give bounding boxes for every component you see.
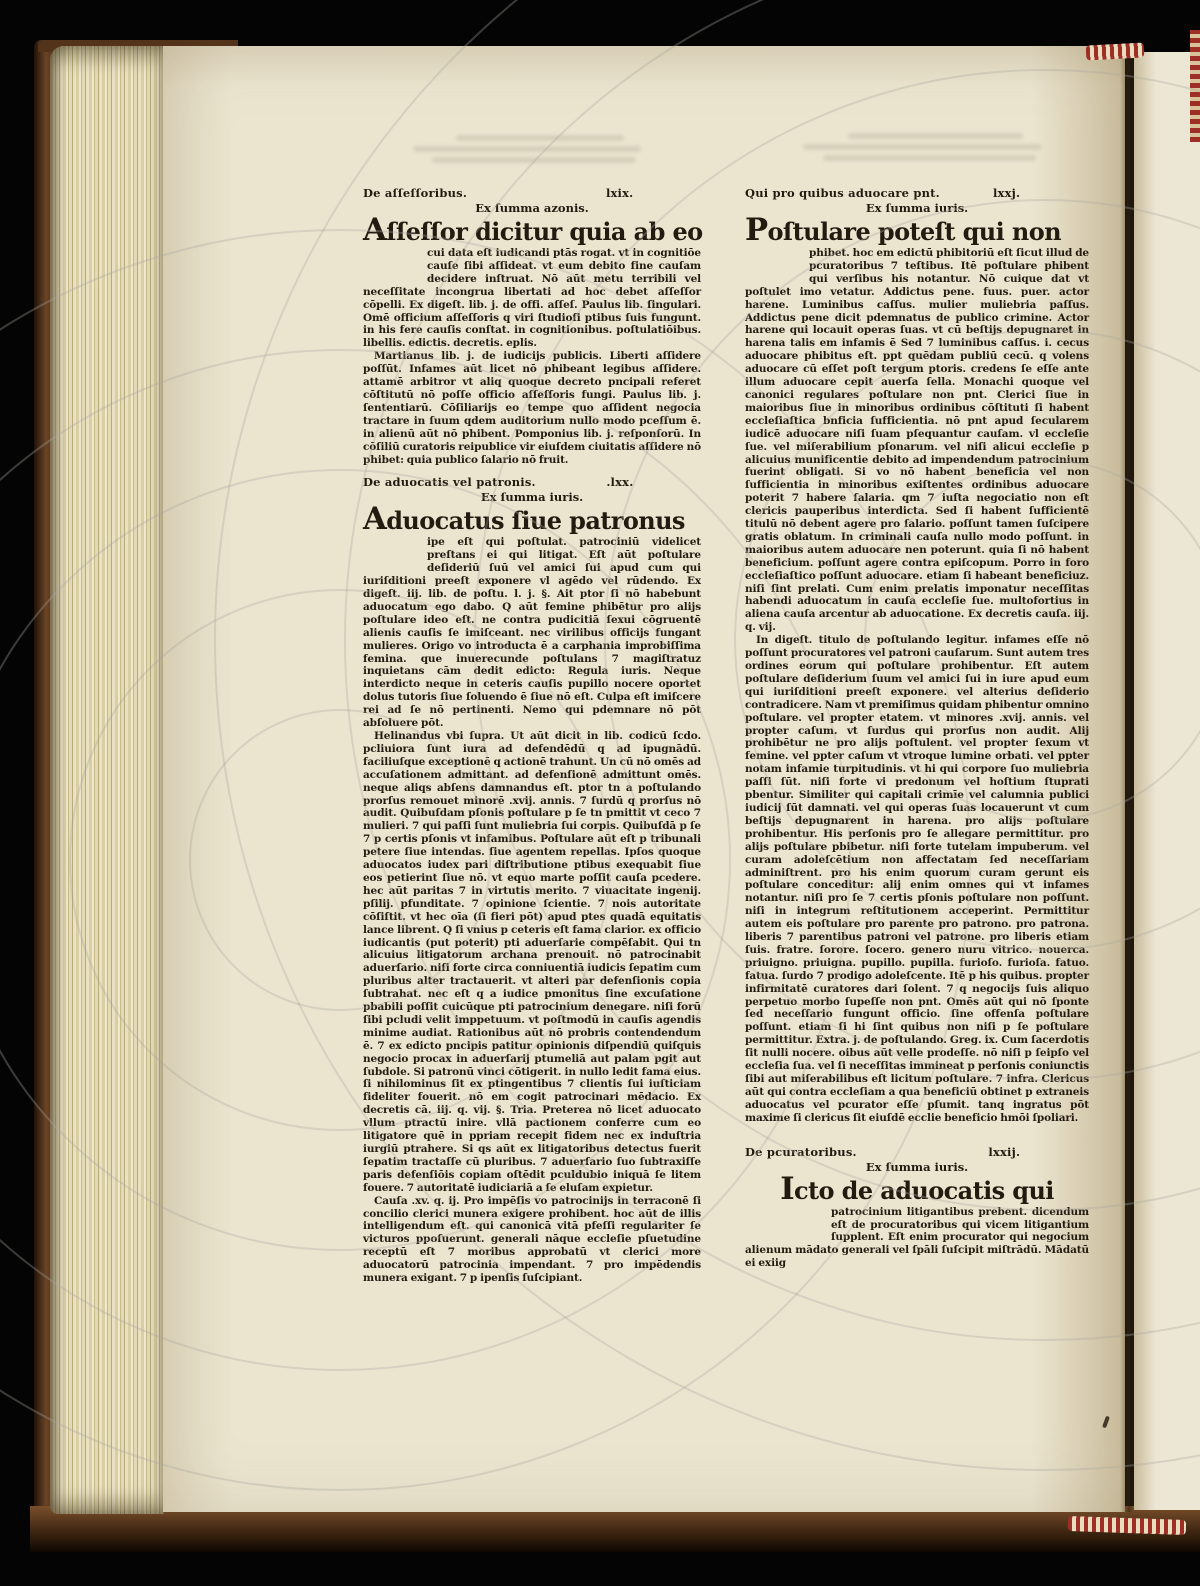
text-column-left: [363, 186, 701, 1285]
body-paragraph: Cauſa .xv. q. ij. Pro impēſis vo patrocinijs in terraconē ſi concilio clerici munera exigere prohibent. hoc aūt de illis intelligendum eſt. qui canonicā vitā pfeſſi regulariter ſe victuros ppoſuerunt. generali nāque eccleſie pſuetudine receptū eſt 7 moribus approbatū vt clerici more aduocatorū patrocinia impendant. 7 pro impēdendis munera exigant. 7 p ipenſis ſuſcipiant.: [363, 1194, 701, 1285]
folio-number: lxxj.: [992, 186, 1021, 200]
spine-edge-striped: [1190, 30, 1200, 142]
body-paragraph: phibet. hoc em edictū phibitoriū eſt ſicut illud de pcuratoribus 7 teſtibus. Itē poſtulare phibent qui verſibus his notantur. Nō cuique dat vt poſtulet imo vetatur. Addictus pene. fuus. puer. actor harene. Luminibus caſſus. mulier muliebria paſſus. Addictus pene dicit pdemnatus de publico crimine. Actor harene qui locauit operas ſuas. vt cū beſtijs depugnaret in harena talis em infamis ē Sed 7 luminibus caſſus. i. cecus aduocare phibitus eſt. ppt quēdam publiū cecū. q volens aduocare cū eſſet poſt tergum ptoris. credens ſe eſſe ante illum aduocare cepit auerſa ſella. Monachi quoque vel canonici regulares poſtulare non pnt. Clerici ſiue in maioribus ſiue in minoribus ordinibus cōſtituti ſi habent eccleſiaſtica bnficia ſufficientia. nō pnt apud ſecularem iudicē aduocare niſi ſuam pſequantur cauſam. vl eccleſie ſue. vel miſerabilium pſonarum. vel niſi alicui eccleſie p alicuius munificentie debito ad impendendum patrocinium fuerint obligati. Si vo nō habent beneficia vel non ſufficientia in minoribus exiſtentes ordinibus aduocare poterit 7 habere ſalaria. qm 7 iuſta negociatio non eſt clericis pauperibus interdicta. Sed ſi habent ſufficientē titulū nō debent agere pro ſalario. poſſunt tamen ſuſcipere gratis oblatum. In criminali cauſa nullo modo poſſunt. in maioribus autem aduocare nen poterunt. quia ſi nō habent beneficium. poſſunt agere contra epiſcopum. Porro in foro eccleſiaſtico poſſunt aduocare. etiam ſi habeant beneficiuz. niſi ſint prelati. Cum enim prelatis imponatur neceſſitas habendi aduocatum in cauſa eccleſie ſue. multofortius in aliena cauſa arcentur ab aduocatione. Ex decretis cauſa. iij. q. vij.: [745, 247, 1089, 634]
section-title: Qui pro quibus aduocare pnt.: [745, 186, 940, 200]
book-cover-bottom-edge: [30, 1506, 1200, 1552]
source-line: Ex ſumma iuris.: [480, 490, 584, 505]
running-header: [745, 186, 1089, 200]
section-title: De aduocatis vel patronis.: [363, 475, 536, 490]
source-line: Ex ſumma iuris.: [865, 201, 969, 215]
page-edges-stack: [50, 46, 164, 1514]
source-line: Ex ſumma iuris.: [865, 1159, 969, 1174]
book-page-verso: [163, 46, 1125, 1512]
body-paragraph: In digeſt. titulo de poſtulando legitur. infames eſſe nō poſſunt procuratores vel patroni cauſarum. Sunt autem tres ordines eorum qui poſtulare prohibentur. Eſt autem poſtulare deſiderium ſuum vel amici ſui in iure apud eum qui iuriſditioni preeſt exponere. vel alterius deſiderio contradicere. Nam vt premiſimus quidam phibentur omnino poſtulare. vel propter etatem. vt minores .xvij. annis. vel propter caſum. vt ſurdus qui prorſus non audit. Alij prohibētur ne pro alijs poſtulent. vel propter ſexum vt femine. vel ppter caſum vt vtroque lumine orbati. vel ppter notam infamie turpitudinis. vt hi qui corpore ſuo muliebria paſſi ſūt. niſi forte vi predonum vel hoſtium ſtuprati pbentur. Similiter qui capitali crimīe vel calumnia publici iudicij ſūt damnati. vel qui operas ſuas locauerunt vt cum beſtijs depugnarent in harena. pro alijs poſtulare prohibentur. His perſonis pro ſe allegare permittitur. pro alijs poſtulare pbibetur. niſi forte tutelam impuberum. vel curam adoleſcētium non affectatam ſed neceſſariam adminiſtrent. pro his enim quorum curam gerunt eis poſtulare conceditur: alij enim omnes qui vt infames notantur. niſi pro ſe 7 certis pſonis poſtulare non poſſunt. niſi in integrum reſtitutionem acceperint. Permittitur autem eis poſtulare pro parente pro patrono. pro patrona. liberis 7 parentibus patroni vel patrone. pro liberis etiam ſuis. fratre. ſorore. ſocero. genero nuru vitrico. nouerca. priuigno. priuigna. pupillo. pupilla. furioſo. furioſa. fatuo. fatua. ſurdo 7 prodigo adoleſcente. Itē p his quibus. propter infirmitatē curatores dari ſolent. 7 q negocijs ſuis aliquo perpetuo morbo ſupeſſe non pnt. Omēs aūt qui nō ſponte ſed neceſſario fungunt officio. ſine offenſa poſtulare poſſunt. etiam ſi hi ſint quibus non niſi p ſe poſtulare permittitur. Extra. j. de poſtulando. Greg. ix. Cum ſacerdotis ſit nulli nocere. oibus aūt velle prodeſſe. nō niſi p ſeipſo vel eccleſia ſua. vel ſi neceſſitas immineat p perſonis coniunctis ſibi aut miſerabilibus eſt licitum poſtulare. 7 infra. Clericus aūt qui contra eccleſiam a qua beneficiū obtinet p extraneis aduocatus vel pcurator eſſe pſumit. tanq ingratus pōt maxime ſi clericus ſit eiuſdē ecclie beneficio hmōi ſpoliari.: [745, 634, 1089, 1124]
headband-striped: [1086, 42, 1145, 60]
body-paragraph: cui data eſt iudicandi ptās rogat. vt in cognitiōe cauſe ſibi aſſideat. vt eum debito fine cauſam decidere inſtruat. Nō aūt metu terribili vel neceſſitate incongrua libertati ad hoc debet aſſeſſor cōpelli. Ex digeſt. lib. j. de offi. aſſeſ. Paulus lib. ſingulari. Omē officium aſſeſſoris q viri ſtudioſi ptibus ſuis fungunt. in his fere cauſis conſtat. in cognitionibus. poſtulatiōibus. libellis. edictis. decretis. eplis.: [363, 247, 701, 350]
chapter-heading: Icto de aduocatis qui: [780, 1170, 1054, 1207]
chapter-heading: Aduocatus ſiue patronus: [363, 501, 685, 538]
section: [745, 1145, 1089, 1271]
running-header: [363, 186, 701, 200]
running-header: [745, 1145, 1089, 1159]
folio-number: lxix.: [605, 186, 634, 200]
book-gutter-shadow: [1120, 46, 1134, 1512]
section: [363, 475, 701, 1285]
show-through-smudge: [413, 130, 653, 168]
body-paragraph: Helinandus vbi ſupra. Ut aūt dicit in lib. codicū ſcdo. pcliuiora ſunt iura ad defendēdū q ad ipugnādū. faciliuſque exceptionē q actionē trahunt. Un cū nō omēs ad accuſationem admittant. ad defenſionē admittunt omēs. neque aliqs abſens damnandus eſt. ptor tn a poſtulando prorſus remouet minorē .xvij. annis. 7 ſurdū q prorſus nō audit. Quibuſdam pſonis poſtulare p ſe tn pmittit vt ceco 7 mulieri. 7 qui paſſi ſunt muliebria ſui corpis. Quibuſdā p ſe 7 p certis pſonis vt infamibus. Poſtulare aūt eſt p tribunali petere ſiue intendas. ſiue agentem repellas. Ipſos quoque aduocatos iudex pari diſtributione ptibus exequabit ſiue eos petierint ſiue nō. vt equo marte poſſit cauſa pcedere. hec aūt paritas 7 in virtutis merito. 7 viuacitate ingenij. pſilij. pfunditate. 7 opinione ſcientie. 7 nois autoritate cōſiſtit. vt hec oīa (ſi fieri pōt) apud ptes quadā equitatis lance librent. Q ſi vnius p ceteris eſt fama clarior. ex officio iudicantis (put poterit) pti aduerſarie compēſabit. Qui tn alicuius litigatorum archana prenouit. nō patrocinabit aduerſario. niſi forte circa conniuentiā iudicis ſepatim cum pluribus alter tractauerit. vt alteri par defenſionis copia ſubtrahat. nec eſt q a iudice pmonitus ſine excuſatione pbabili poſſit cuicūque pti patrocinium denegare. niſi forū ſibi pcludi velit imppetuum. vt poſtmodū in cauſis agendis minime audiat. Rationibus aūt nō probris contendendum ē. 7 ex edicto pncipis patitur opinionis diſpendiū quiſquis negocio procax in aduerſarij ptumeliā aut palam pgit aut ſubdole. Si patronū vinci cōtigerit. in nullo ledit fama eius. ſi nihilominus ſit ex ptingentibus 7 clientis ſui iuſticiam fideliter fouerit. nō em cogit patrocinari mēdacio. Ex decretis cā. iij. q. vij. §. Tria. Preterea nō licet aduocato vllum ptractū inire. vllā pactionem conferre cum eo litigatore quē in ppriam recepit fidem nec ex induſtria iurgiū ptrahere. Si qs aūt ex litigatoribus detectus fuerit ſepatim tractaſſe cū pluribus. 7 aduerſario ſuo ſubtraxiſſe paris defenſiōis copiam oſtēdit pculdubio iniquā ſe litem fouere. 7 autoritatē iudiciariā a ſe eluſam expietur.: [363, 730, 701, 1194]
text-column-right: [745, 186, 1089, 1270]
running-header: [363, 475, 701, 489]
chapter-heading: Aſſeſſor dicitur quia ab eo: [363, 212, 703, 248]
section-title: De aſſeſſoribus.: [363, 186, 468, 200]
body-paragraph: patrocinium litigantibus prebent. dicendum eſt de procuratoribus qui vicem litigantium ſupplent. Eſt enim procurator qui negocium alienum mādato generali vel ſpāli ſuſcipit miſtrādū. Mādatū ei exiig: [745, 1205, 1089, 1270]
source-line: Ex ſumma azonis.: [475, 201, 589, 215]
facing-page-sliver: [1134, 52, 1200, 1510]
show-through-smudge: [803, 128, 1053, 166]
chapter-heading: Poſtulare poteſt qui non: [745, 212, 1062, 248]
body-paragraph: Martianus lib. j. de iudicijs publicis. Liberti aſſidere poſſūt. Infames aūt licet nō phibeant legibus aſſidere. attamē arbitror vt aliq quoque decreto pncipali referet cōſtitutū nō poſſe officio aſſeſſoris fungi. Paulus lib. j. ſententiarū. Cōſiliarijs eo tempe quo aſſident negocia tractare in ſuum qdem auditorium nullo modo pceſſum ē. in alienū aūt nō phibent. Pomponius lib. j. reſponſorū. In cōſiliū curatoris reipublice vir eiuſdem ciuitatis aſſidere nō phibet: quia publico ſalario nō fruit.: [363, 350, 701, 466]
section-title: De pcuratoribus.: [745, 1144, 857, 1159]
folio-number: .lxx.: [606, 475, 634, 490]
folio-number: lxxij.: [988, 1144, 1021, 1159]
body-paragraph: ipe eſt qui poſtulat. patrociniū videlicet preſtans ei qui litigat. Eſt aūt poſtulare deſideriū ſuū vel amici ſui apud cum qui iuriſditioni preeſt exponere vl agēdo vel rūdendo. Ex digeſt. iij. lib. de poſtu. l. j. §. Ait ptor ſi nō habebunt aduocatum ego dabo. Q aūt femine phibētur pro alijs poſtulare ideo eſt. ne contra pudicitiā ſexui cōgruentē alienis cauſis ſe imiſceant. nec virilibus officijs fungant mulieres. Origo vo introducta ē a carphania improbiſſima femina. que inuerecunde poſtulans 7 magiſtratuz inquietans cām dedit edicto: Regula iuris. Neque interdicto neque in ceteris cauſis pupillo nocere oportet dolus tutoris ſiue ſoluendo ē ſiue nō eſt. Culpa eſt imiſcere rei ad ſe nō pertinenti. Nemo qui pdemnare nō pōt abſoluere pōt.: [363, 536, 701, 730]
